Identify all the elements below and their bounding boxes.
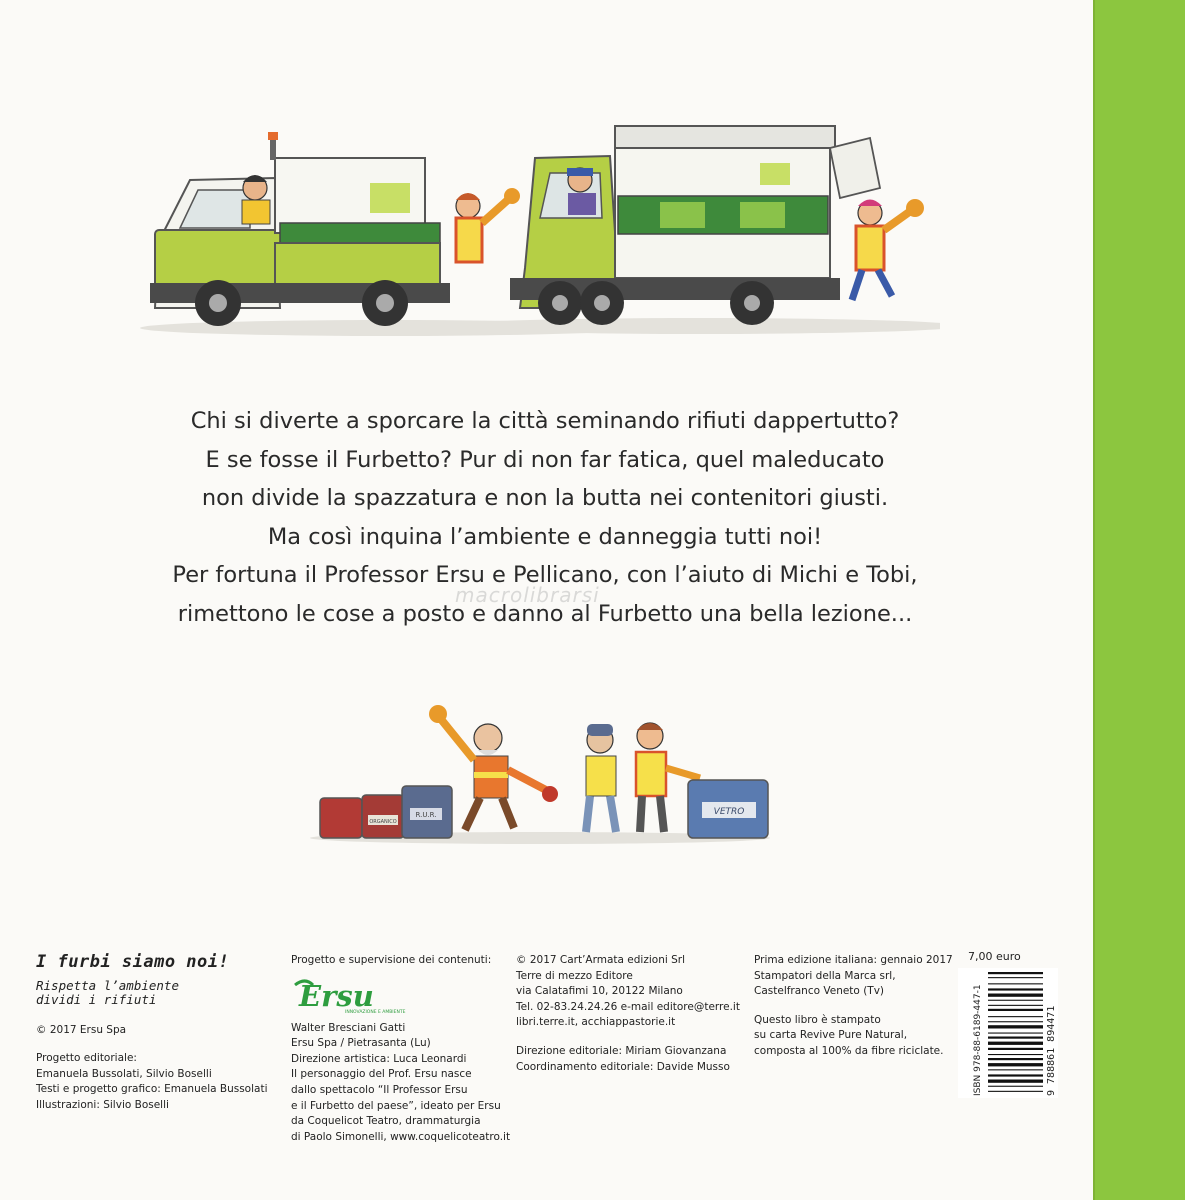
credit-line: Emanuela Bussolati, Silvio Boselli [36,1067,212,1080]
big-truck [510,126,924,325]
printing-line: su carta Revive Pure Natural, [754,1029,908,1042]
blurb-line: Per fortuna il Professor Ersu e Pellicano, con l’aiuto di Michi e Tobi, [172,562,918,589]
price: 7,00 euro [968,950,1021,963]
colophon-publisher [516,953,746,1075]
series-subtitle-2: dividi i rifiuti [36,991,157,1007]
publisher-line: Coordinamento editoriale: Davide Musso [516,1060,730,1073]
ersu-logo-text: Ersu [299,978,374,1013]
colophon-printing [754,953,964,1060]
small-truck [150,132,520,326]
blurb-line: rimettono le cose a posto e danno al Furbetto una bella lezione... [177,600,913,627]
isbn-barcode [958,968,1058,1098]
barcode-bar [988,1080,1043,1083]
colophon-supervision [291,953,511,1145]
credit-line: Testi e progetto grafico: Emanuela Bussolati [36,1083,268,1096]
ersu-copyright: © 2017 Ersu Spa [36,1023,127,1036]
barcode-bar [988,1091,1043,1092]
supervision-line: Walter Bresciani Gatti [291,1021,406,1034]
barcode-digits: 9 788861 894471 [1046,1005,1057,1096]
barcode-bar [988,1037,1043,1039]
printing-line: Stampatori della Marca srl, [754,969,896,982]
supervision-line: Ersu Spa / Pietrasanta (Lu) [291,1037,431,1050]
barcode-bar [988,1048,1043,1050]
supervision-heading: Progetto e supervisione dei contenuti: [291,954,492,966]
series-subtitle-1: Rispetta l’ambiente [36,977,179,993]
green-spine [1093,0,1185,1200]
supervision-line: da Coquelicot Teatro, drammaturgia [291,1115,481,1128]
barcode-bar [988,1074,1043,1076]
blurb-line: E se fosse il Furbetto? Pur di non far fatica, quel maleducato [205,446,885,473]
printing-line: composta al 100% da fibre riciclate. [754,1044,944,1057]
colophon-series [36,952,268,1114]
blurb-line: Ma così inquina l’ambiente e danneggia tutti noi! [267,523,823,550]
barcode-bar [988,1042,1043,1045]
printing-line: Prima edizione italiana: gennaio 2017 [754,954,953,966]
supervision-line: Il personaggio del Prof. Ersu nasce [291,1068,472,1081]
supervision-line: dallo spettacolo “Il Professor Ersu [291,1083,468,1096]
barcode-bar [988,1069,1043,1070]
barcode-bar [988,1021,1043,1022]
barcode-bar [988,1058,1043,1060]
bin-glass-label: VETRO [713,807,745,817]
blurb-line: non divide la spazzatura e non la butta nei contenitori giusti. [201,485,889,512]
bin-rur-label: R.U.R. [415,811,437,819]
publisher-line: via Calatafimi 10, 20122 Milano [516,985,683,998]
barcode-bar [988,972,1043,974]
barcode-bar [988,1005,1043,1006]
printing-line: Castelfranco Veneto (Tv) [754,985,885,998]
ersu-logo [291,975,411,1017]
barcode-bar [988,983,1043,984]
barcode-bar [988,1000,1043,1001]
publisher-line: Direzione editoriale: Miriam Giovanzana [516,1044,727,1057]
barcode-bar [988,994,1043,997]
credit-line: Illustrazioni: Silvio Boselli [36,1098,169,1111]
barcode-bar [988,1054,1043,1055]
publisher-line: Tel. 02-83.24.24.26 e-mail editore@terre.it [516,1000,740,1013]
bin-organic-label: ORGANICO [369,819,397,825]
publisher-line: libri.terre.it, acchiappastorie.it [516,1016,676,1029]
ersu-logo-tagline: INNOVAZIONE E AMBIENTE [345,1009,406,1015]
barcode-bar [988,1009,1043,1011]
blurb-line: Chi si diverte a sporcare la città seminando rifiuti dappertutto? [190,408,900,434]
recycling-bins-illustration [310,698,780,848]
publisher-line: © 2017 Cart’Armata edizioni Srl [516,954,686,966]
credit-line: Progetto editoriale: [36,1052,137,1065]
barcode-bar [988,1063,1043,1066]
series-title: I furbi siamo noi! [36,952,230,972]
printing-line: Questo libro è stampato [754,1013,881,1026]
supervision-line: Direzione artistica: Luca Leonardi [291,1052,467,1065]
barcode-bar [988,988,1043,990]
barcode-bar [988,977,1043,978]
barcode-bar [988,1086,1043,1087]
watermark: macrolibrarsi [455,583,600,607]
publisher-line: Terre di mezzo Editore [516,969,633,982]
supervision-line: e il Furbetto del paese”, ideato per Ersu [291,1099,501,1112]
barcode-bar [988,1025,1043,1028]
barcode-bar [988,1033,1043,1034]
garbage-trucks-illustration [140,118,940,350]
supervision-line: di Paolo Simonelli, www.coquelicoteatro.it [291,1130,511,1143]
barcode-bar [988,1016,1043,1017]
isbn-text: ISBN 978-88-6189-447-1 [973,984,983,1096]
